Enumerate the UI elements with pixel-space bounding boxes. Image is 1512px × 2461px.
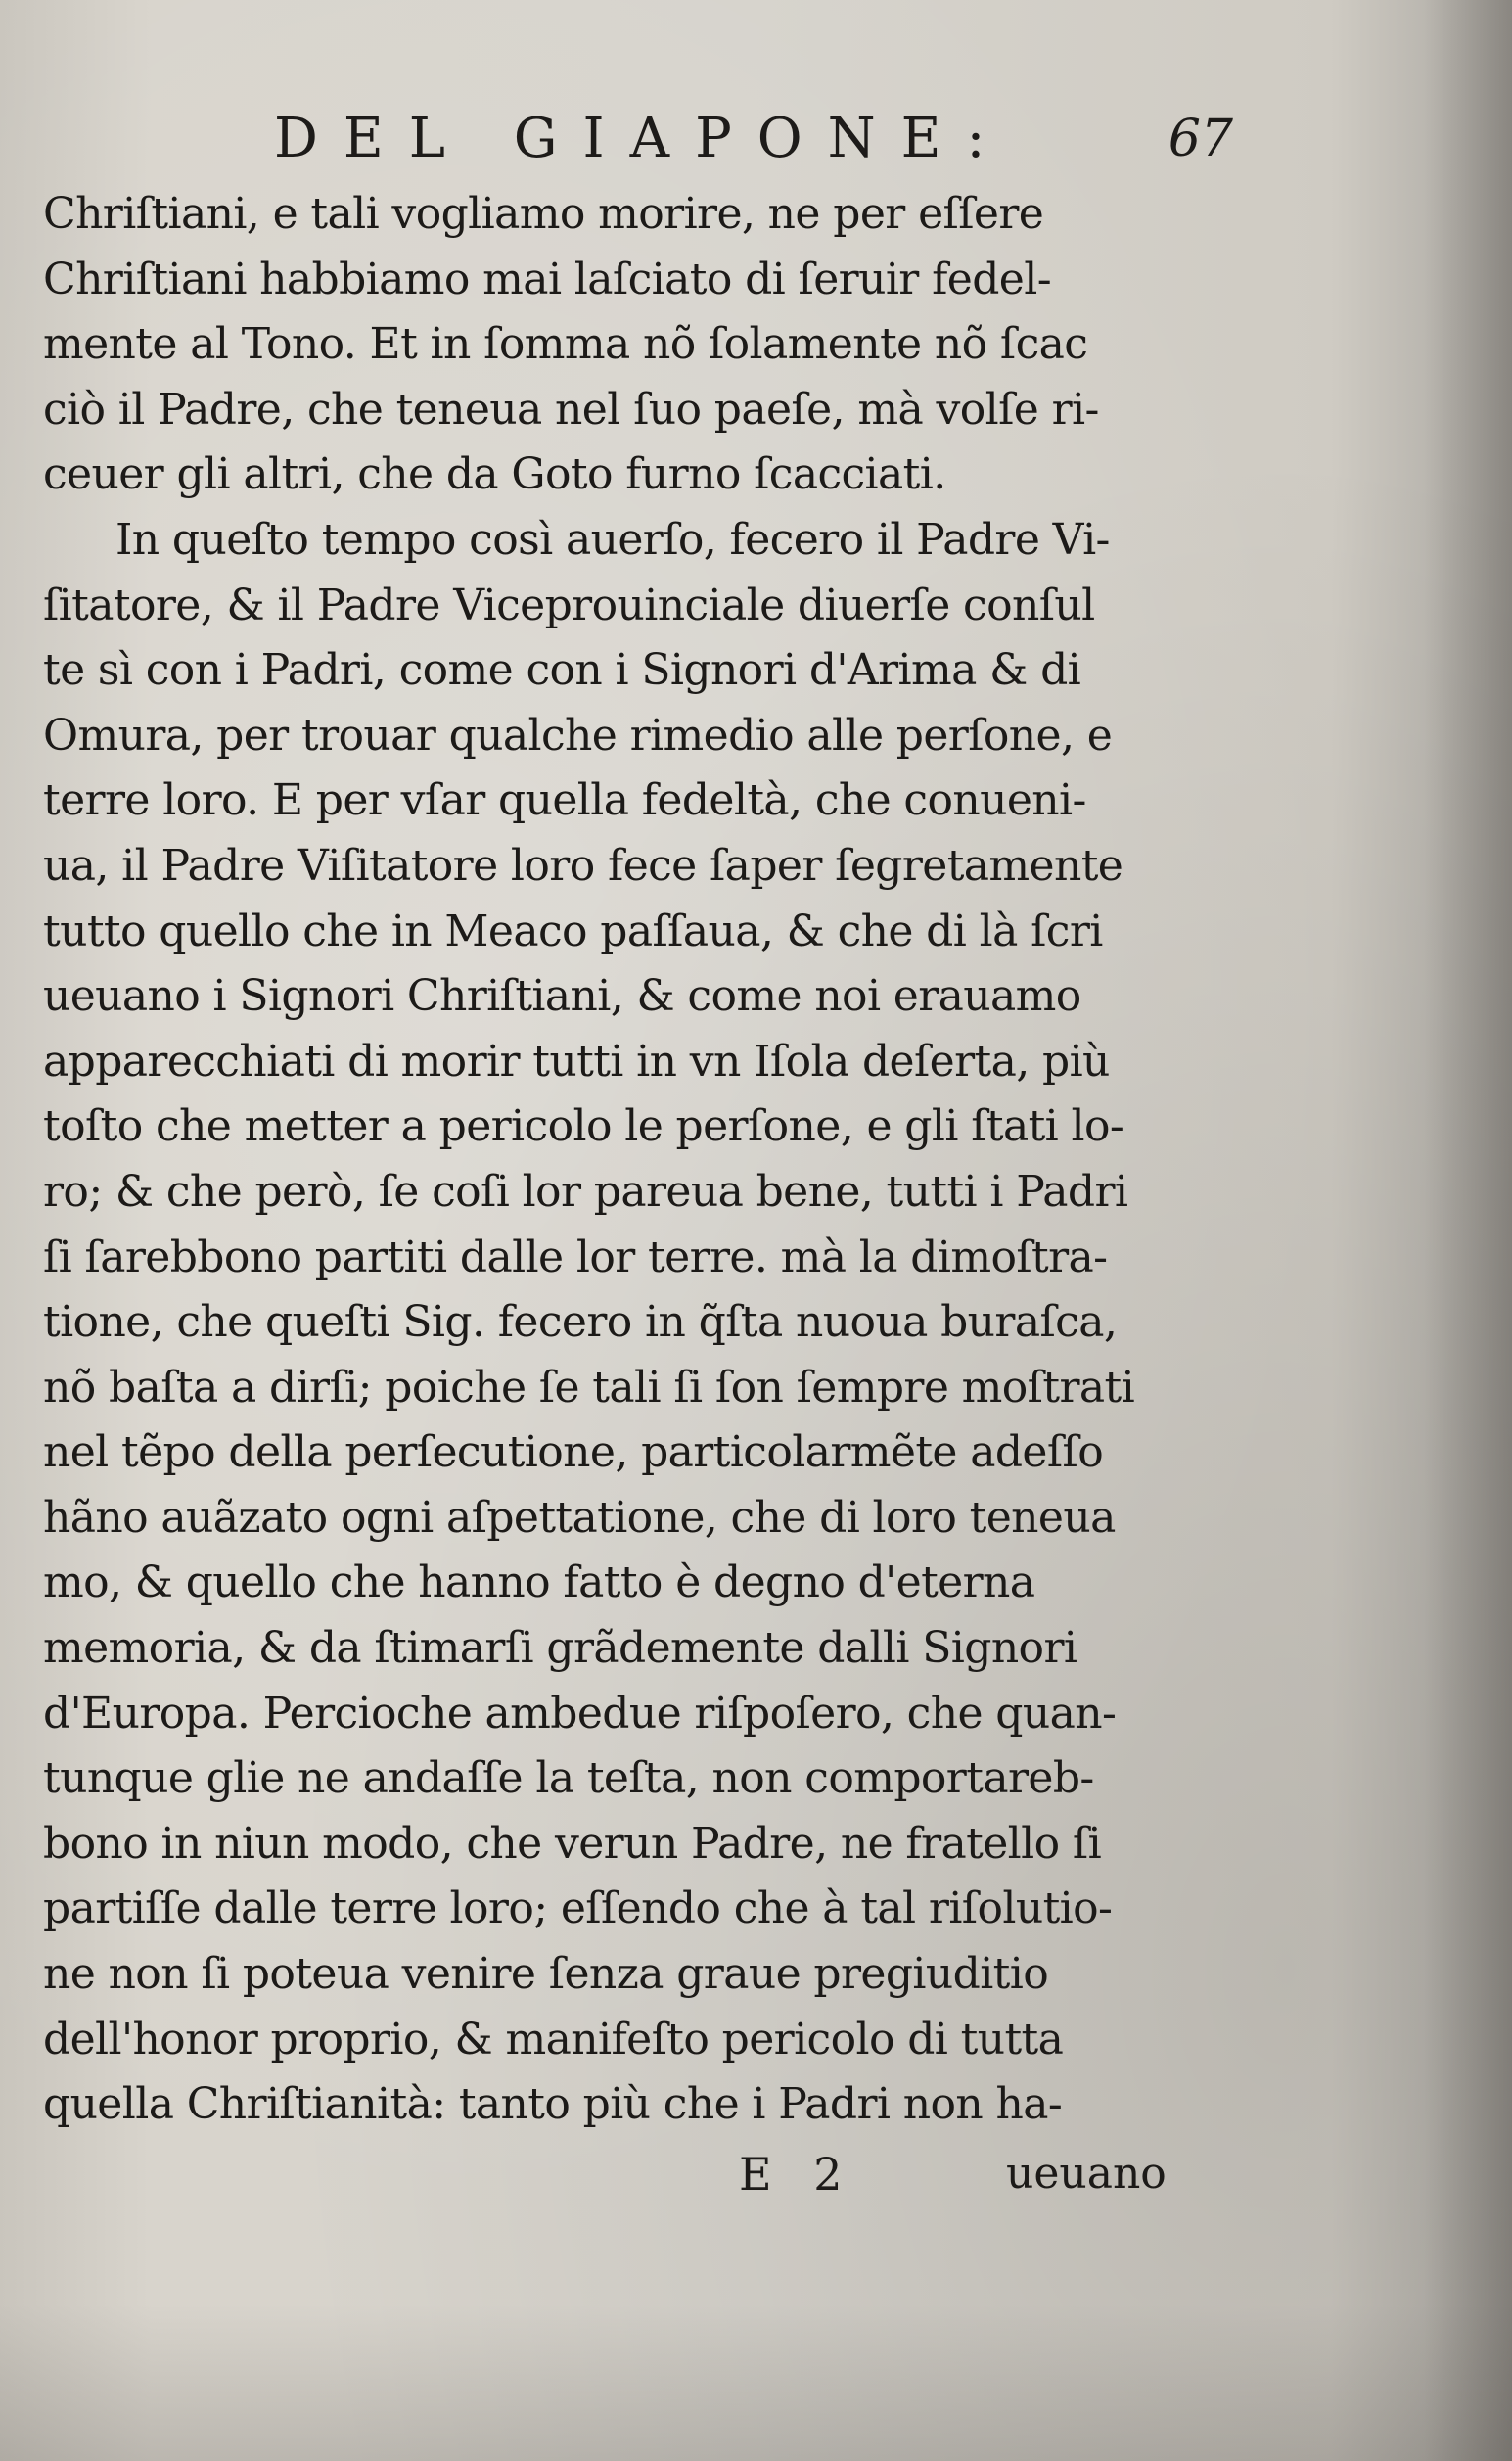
- catchword: ueuano: [1006, 2149, 1167, 2199]
- page-number: 67: [1168, 110, 1233, 168]
- text-line: mo, & quello che hanno fatto è degno d'eterna: [43, 1557, 1035, 1608]
- text-line: tunque glie ne andaſſe la teſta, non comportareb-: [43, 1753, 1094, 1804]
- running-title: DEL GIAPONE:: [274, 107, 1011, 170]
- text-line: ueuano i Signori Chriſtiani, & come noi erauamo: [43, 971, 1081, 1022]
- text-line: apparecchiati di morir tutti in vn Iſola deſerta, più: [43, 1036, 1110, 1087]
- text-line: ceuer gli altri, che da Goto furno ſcacciati.: [43, 449, 946, 500]
- text-line: bono in niun modo, che verun Padre, ne fratello ſi: [43, 1818, 1102, 1869]
- signature-mark: E 2: [739, 2148, 856, 2201]
- text-line: ro; & che però, ſe coſi lor pareua bene, tutti i Padri: [43, 1166, 1128, 1217]
- text-line: ſi ſarebbono partiti dalle lor terre. mà la dimoſtra-: [43, 1231, 1108, 1282]
- text-line: tutto quello che in Meaco paſſaua, & che di là ſcri: [43, 905, 1103, 956]
- text-line: ua, il Padre Viſitatore loro fece ſaper ſegretamente: [43, 840, 1123, 891]
- text-line: d'Europa. Percioche ambedue riſpoſero, che quan-: [43, 1688, 1117, 1739]
- text-line: ſitatore, & il Padre Viceprouinciale diuerſe conſul: [43, 580, 1095, 630]
- page-gutter-shadow: [1424, 0, 1512, 2461]
- page-footer: [0, 2140, 1512, 2208]
- text-line: Omura, per trouar qualche rimedio alle perſone, e: [43, 710, 1113, 761]
- text-line: Chriſtiani habbiamo mai laſciato di ſeruir fedel-: [43, 254, 1051, 304]
- text-line: toſto che metter a pericolo le perſone, e gli ſtati lo-: [43, 1101, 1124, 1152]
- text-line: nõ baſta a dirſi; poiche ſe tali ſi ſon ſempre moſtrati: [43, 1362, 1135, 1413]
- page-bottom-shadow: [0, 2304, 1512, 2461]
- text-line-paragraph-start: In queſto tempo così auerſo, fecero il Padre Vi-: [115, 514, 1110, 565]
- text-line: tione, che queſti Sig. fecero in q̃ſta nuoua buraſca,: [43, 1297, 1118, 1348]
- text-line: ne non ſi poteua venire ſenza graue pregiuditio: [43, 1949, 1049, 2000]
- text-line: mente al Tono. Et in ſomma nõ ſolamente nõ ſcac: [43, 319, 1088, 370]
- text-line: terre loro. E per vſar quella fedeltà, che conueni-: [43, 775, 1086, 826]
- text-line: dell'honor proprio, & manifeſto pericolo di tutta: [43, 2014, 1064, 2065]
- text-line: memoria, & da ſtimarſi grãdemente dalli Signori: [43, 1623, 1077, 1674]
- text-line: nel tẽpo della perſecutione, particolarmẽte adeſſo: [43, 1427, 1104, 1478]
- text-line: quella Chriſtianità: tanto più che i Padri non ha-: [43, 2079, 1063, 2130]
- body-text: [43, 182, 1257, 2138]
- text-line: partiſſe dalle terre loro; eſſendo che à tal riſolutio-: [43, 1883, 1113, 1934]
- text-line: Chriſtiani, e tali vogliamo morire, ne per eſſere: [43, 189, 1044, 239]
- page-header: [274, 100, 1233, 178]
- text-line: te sì con i Padri, come con i Signori d'Arima & di: [43, 645, 1081, 696]
- text-line: hãno auãzato ogni aſpettatione, che di loro teneua: [43, 1492, 1116, 1543]
- text-line: ciò il Padre, che teneua nel ſuo paeſe, mà volſe ri-: [43, 384, 1099, 435]
